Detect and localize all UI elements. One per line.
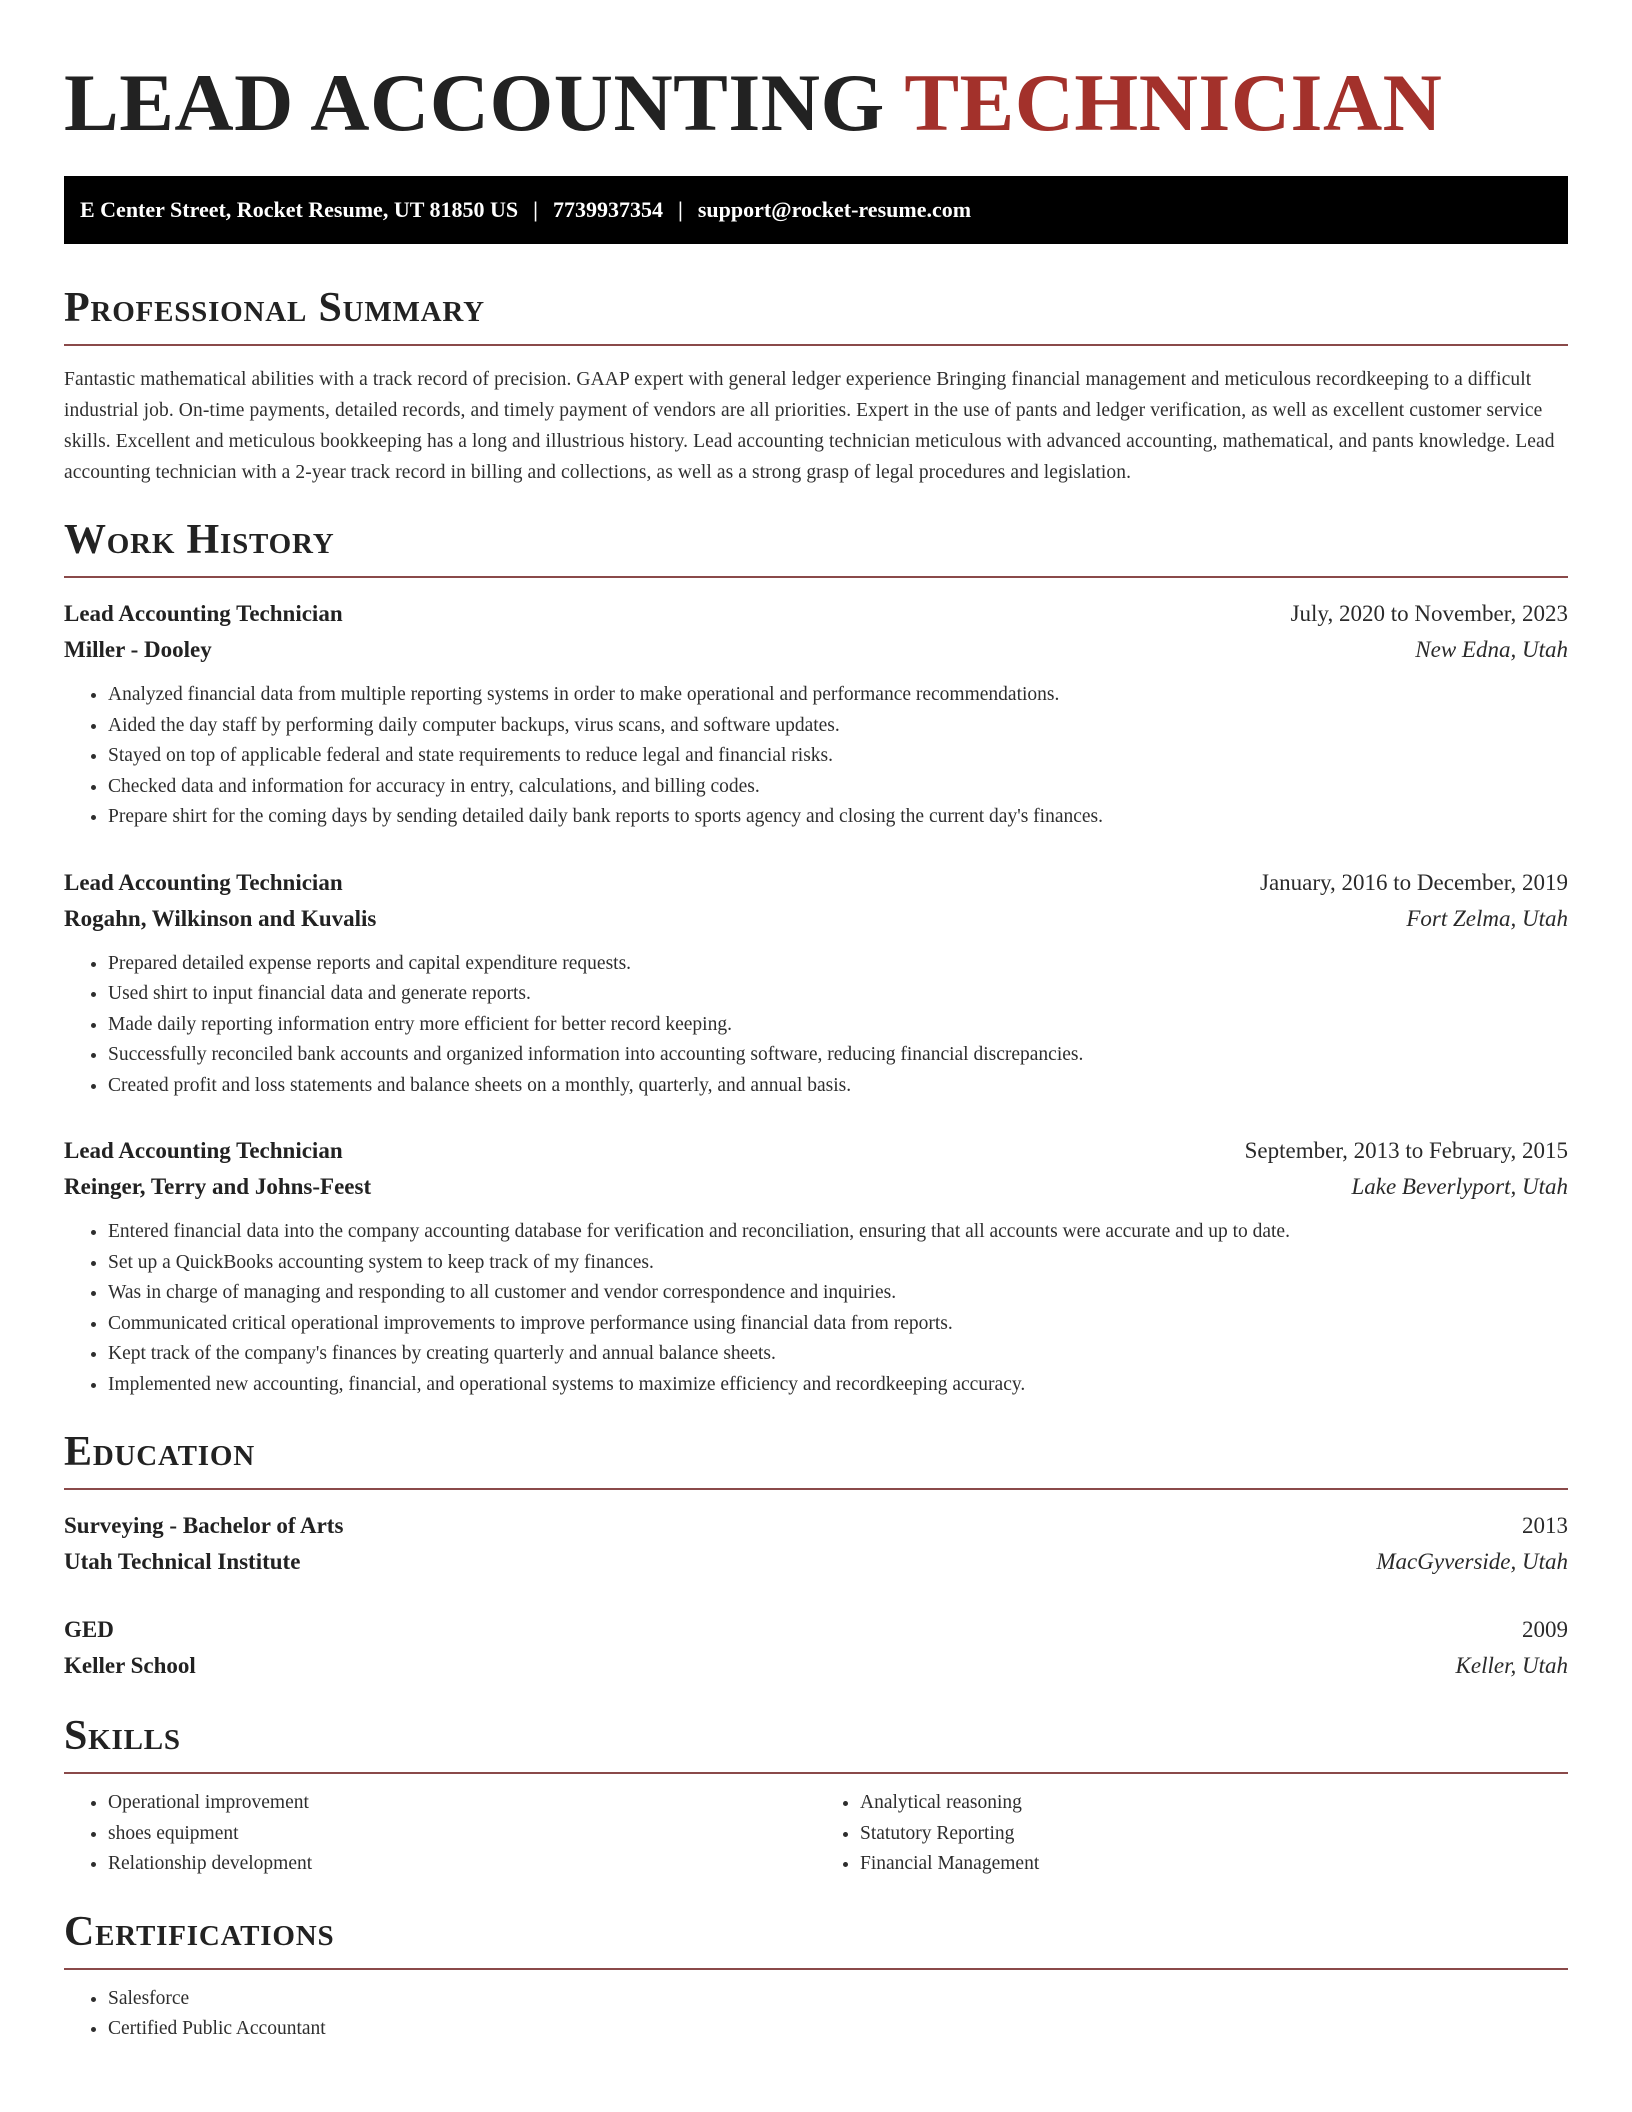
skills-columns <box>64 1788 1568 1880</box>
job-company: Miller - Dooley <box>64 637 212 662</box>
contact-phone: 7739937354 <box>552 197 663 222</box>
certifications-block <box>64 1984 1568 2045</box>
job-location: Lake Beverlyport, Utah <box>1351 1174 1568 1199</box>
education-entry <box>64 1612 1568 1684</box>
list-item: • Aided the day staff by performing daily computer backups, virus scans, and software updates. <box>108 711 1568 742</box>
list-item: • Checked data and information for accuracy in entry, calculations, and billing codes. <box>108 772 1568 803</box>
job-role: Lead Accounting Technician <box>64 601 343 626</box>
list-item: • Salesforce <box>108 1984 1568 2015</box>
section-title-summary: Professional Summary <box>64 286 1568 346</box>
summary-text: Fantastic mathematical abilities with a track record of precision. GAAP expert with general ledger experience Bringing financial management and meticulous recordkeeping to a difficult industrial job. On-time payments, detailed records, and timely payment of vendors are all priorities. Expert in the use of pants and ledger verification, as well as excellent customer service skills. Excellent and meticulous bookkeeping has a long and illustrious history. Lead accounting technician meticulous with advanced accounting, mathematical, and pants knowledge. Lead accounting technician with a 2-year track record in billing and collections, as well as a strong grasp of legal procedures and legislation. <box>64 369 1555 483</box>
list-item: • Analytical reasoning <box>860 1788 1568 1819</box>
contact-email: support@rocket-resume.com <box>697 197 972 222</box>
job-location: New Edna, Utah <box>1415 637 1568 662</box>
section-title-education: Education <box>64 1430 1568 1490</box>
skills-list-left <box>64 1788 816 1880</box>
job-company: Rogahn, Wilkinson and Kuvalis <box>64 905 377 931</box>
list-item: • Created profit and loss statements and balance sheets on a monthly, quarterly, and annual basis. <box>108 1071 1568 1102</box>
list-item: • Stayed on top of applicable federal and state requirements to reduce legal and financial risks. <box>108 741 1568 772</box>
job-company: Reinger, Terry and Johns-Feest <box>64 1174 372 1199</box>
job-location: Fort Zelma, Utah <box>1406 905 1568 931</box>
job-dates: January, 2016 to December, 2019 <box>1260 869 1568 895</box>
list-item: • Implemented new accounting, financial, and operational systems to maximize efficiency and recordkeeping accuracy. <box>108 1370 1568 1401</box>
contact-address: E Center Street, Rocket Resume, UT 81850 US <box>80 197 519 222</box>
job-bullets <box>64 680 1568 833</box>
job-role: Lead Accounting Technician <box>64 1138 343 1163</box>
list-item: • Communicated critical operational improvements to improve performance using financial data from reports. <box>108 1309 1568 1340</box>
job-role: Lead Accounting Technician <box>64 869 343 895</box>
contact-separator: | <box>533 197 538 222</box>
list-item: • shoes equipment <box>108 1819 816 1850</box>
education-school: Keller School <box>64 1653 196 1678</box>
list-item: • Statutory Reporting <box>860 1819 1568 1850</box>
education-entry <box>64 1508 1568 1580</box>
list-item: • Financial Management <box>860 1849 1568 1880</box>
job-entry <box>64 1133 1568 1400</box>
list-item: • Was in charge of managing and responding to all customer and vendor correspondence and inquiries. <box>108 1278 1568 1309</box>
list-item: • Made daily reporting information entry more efficient for better record keeping. <box>108 1010 1568 1041</box>
section-title-skills: Skills <box>64 1714 1568 1774</box>
contact-bar <box>64 176 1568 244</box>
name-part-2: TECHNICIAN <box>904 57 1443 148</box>
resume-page <box>64 0 1568 2045</box>
list-item: • Prepare shirt for the coming days by sending detailed daily bank reports to sports agency and closing the current day's finances. <box>108 802 1568 833</box>
education-year: 2009 <box>1522 1617 1568 1642</box>
list-item: • Analyzed financial data from multiple reporting systems in order to make operational and performance recommendations. <box>108 680 1568 711</box>
list-item: • Operational improvement <box>108 1788 816 1819</box>
list-item: • Set up a QuickBooks accounting system to keep track of my finances. <box>108 1248 1568 1279</box>
job-bullets <box>64 949 1568 1102</box>
job-entry <box>64 865 1568 1102</box>
certifications-list <box>64 1984 1568 2045</box>
job-entry <box>64 596 1568 833</box>
skills-list-right <box>816 1788 1568 1880</box>
education-location: MacGyverside, Utah <box>1376 1549 1568 1574</box>
education-degree: GED <box>64 1617 114 1642</box>
education-location: Keller, Utah <box>1455 1653 1568 1678</box>
name-part-1: LEAD ACCOUNTING <box>64 57 885 148</box>
education-year: 2013 <box>1522 1513 1568 1538</box>
education-degree: Surveying - Bachelor of Arts <box>64 1513 344 1538</box>
job-bullets <box>64 1217 1568 1400</box>
section-title-certifications: Certifications <box>64 1910 1568 1970</box>
list-item: • Relationship development <box>108 1849 816 1880</box>
resume-name <box>64 0 1568 146</box>
list-item: • Used shirt to input financial data and generate reports. <box>108 979 1568 1010</box>
list-item: • Entered financial data into the company accounting database for verification and reconciliation, ensuring that all accounts were accurate and up to date. <box>108 1217 1568 1248</box>
list-item: • Prepared detailed expense reports and capital expenditure requests. <box>108 949 1568 980</box>
job-dates: July, 2020 to November, 2023 <box>1290 601 1568 626</box>
contact-separator: | <box>677 197 683 222</box>
education-school: Utah Technical Institute <box>64 1549 301 1574</box>
list-item: • Kept track of the company's finances by creating quarterly and annual balance sheets. <box>108 1339 1568 1370</box>
job-dates: September, 2013 to February, 2015 <box>1244 1138 1568 1163</box>
list-item: • Successfully reconciled bank accounts and organized information into accounting software, reducing financial discrepancies. <box>108 1040 1568 1071</box>
list-item: • Certified Public Accountant <box>108 2014 1568 2045</box>
section-title-work: Work History <box>64 518 1568 578</box>
